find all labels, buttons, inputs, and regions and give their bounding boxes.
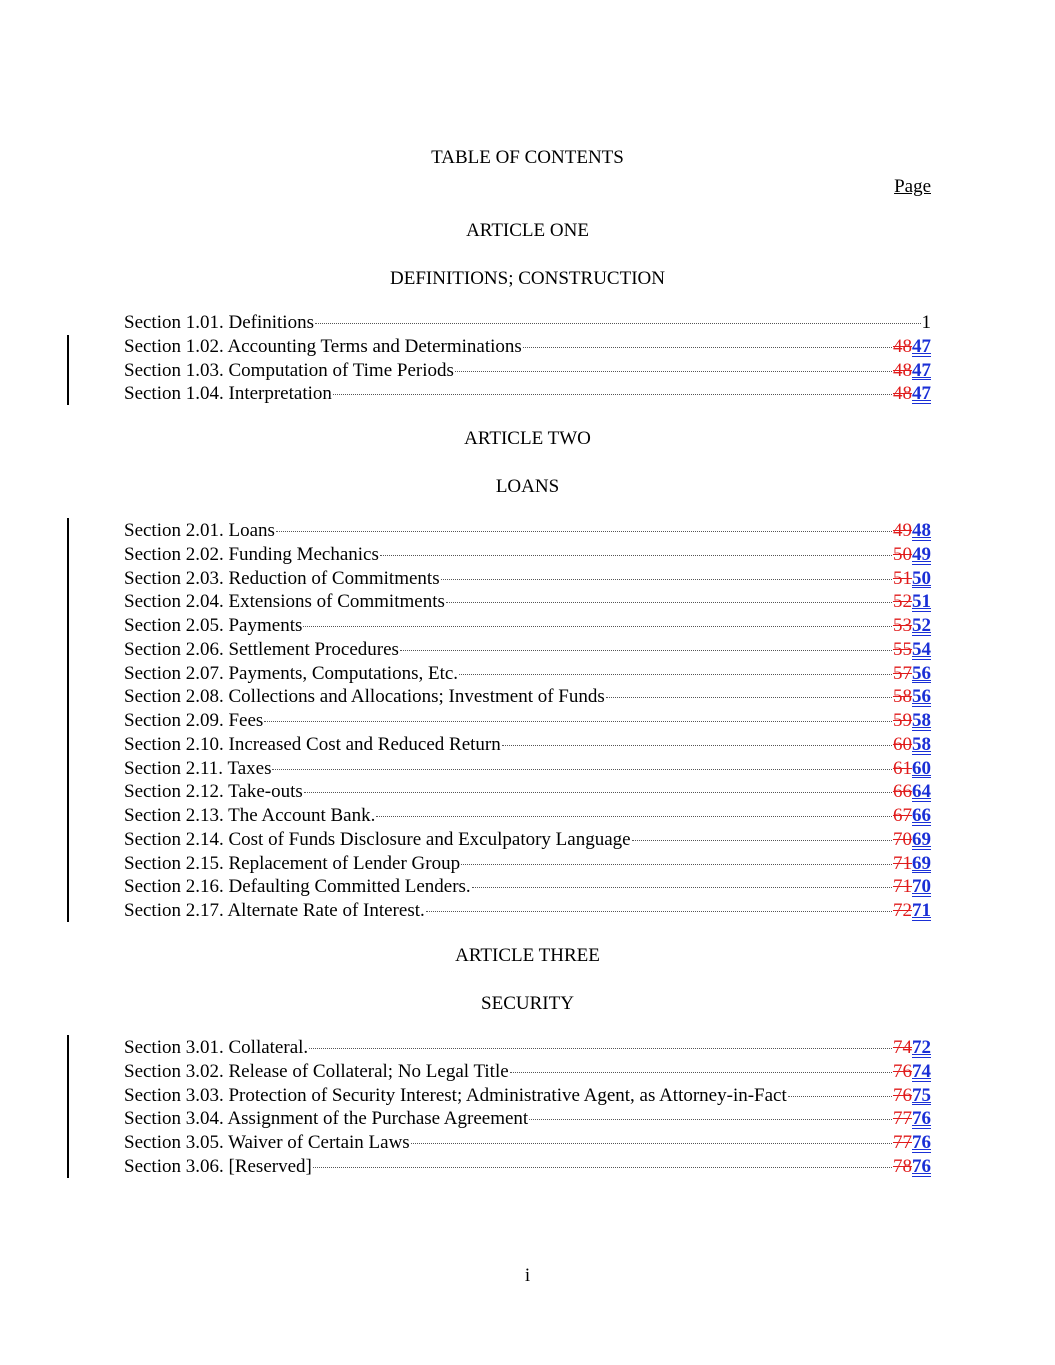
article-subheading: LOANS: [495, 476, 560, 497]
inserted-page-link[interactable]: 56: [912, 686, 931, 708]
deleted-page-number: 78: [893, 1155, 912, 1177]
dot-leader: [376, 815, 892, 817]
deleted-page-number: 49: [893, 520, 912, 541]
toc-entry-label: Section 2.17. Alternate Rate of Interest.: [124, 900, 425, 921]
inserted-page-link[interactable]: 72: [912, 1037, 931, 1058]
toc-entry-label: Section 2.15. Replacement of Lender Group: [124, 852, 461, 874]
dot-leader: [459, 673, 892, 675]
inserted-page-link[interactable]: 69: [912, 828, 931, 850]
inserted-page-link[interactable]: 50: [912, 567, 931, 589]
toc-entry-page: [893, 1131, 931, 1155]
dot-leader: [441, 578, 892, 580]
toc-entry-page: [922, 311, 932, 335]
deleted-page-number: 70: [893, 828, 912, 850]
dot-leader: [788, 1095, 892, 1097]
dot-leader: [472, 886, 892, 888]
change-bar: [67, 335, 69, 405]
toc-entry-page: [893, 1084, 931, 1108]
inserted-page-link[interactable]: 60: [912, 757, 931, 779]
toc-entry-label: Section 3.06. [Reserved]: [124, 1155, 312, 1177]
deleted-page-number: 48: [893, 335, 912, 357]
deleted-page-number: 77: [893, 1132, 912, 1153]
toc-entry-page: [893, 590, 931, 614]
toc-entry-label: Section 2.14. Cost of Funds Disclosure and Exculpatory Language: [124, 828, 631, 850]
inserted-page-link[interactable]: 76: [912, 1132, 931, 1153]
inserted-page-link[interactable]: 58: [912, 710, 931, 731]
dot-leader: [400, 649, 892, 651]
toc-entry-page: [893, 875, 931, 899]
dot-leader: [304, 791, 892, 793]
inserted-page-link[interactable]: 76: [912, 1108, 931, 1130]
toc-entry-label: Section 2.11. Taxes: [124, 757, 272, 779]
deleted-page-number: 61: [893, 757, 912, 779]
toc-entry[interactable]: [124, 828, 931, 852]
toc-entry[interactable]: [124, 382, 931, 406]
toc-entry-page: [893, 519, 931, 543]
article-heading: ARTICLE THREE: [455, 945, 600, 966]
inserted-page-link[interactable]: 66: [912, 805, 931, 826]
dot-leader: [426, 910, 892, 912]
toc-entry-page: [893, 1036, 931, 1060]
toc-entry-label: Section 3.04. Assignment of the Purchase Agreement: [124, 1108, 529, 1130]
deleted-page-number: 55: [893, 638, 912, 660]
toc-entry[interactable]: [124, 804, 931, 828]
inserted-page-link[interactable]: 56: [912, 662, 931, 684]
dot-leader: [606, 696, 892, 698]
toc-entry-label: Section 2.10. Increased Cost and Reduced Return: [124, 733, 501, 755]
toc-entry-page: [893, 662, 931, 686]
deleted-page-number: 48: [893, 359, 912, 381]
toc-entry[interactable]: [124, 543, 931, 567]
toc-entry[interactable]: [124, 614, 931, 638]
dot-leader: [333, 393, 892, 395]
dot-leader: [313, 1166, 892, 1168]
deleted-page-number: 71: [893, 852, 912, 874]
article-subheading: SECURITY: [481, 993, 574, 1014]
dot-leader: [502, 744, 892, 746]
toc-entry-page: [893, 335, 931, 359]
dot-leader: [272, 768, 892, 770]
toc-entry[interactable]: [124, 852, 931, 876]
toc-entry[interactable]: [124, 1084, 931, 1108]
inserted-page-link[interactable]: 47: [912, 383, 931, 405]
inserted-page-link[interactable]: 47: [912, 359, 931, 381]
toc-entry-label: Section 2.02. Funding Mechanics: [124, 543, 379, 565]
toc-entry-label: Section 2.06. Settlement Procedures: [124, 638, 399, 660]
deleted-page-number: 51: [893, 567, 912, 589]
toc-entry-page: [893, 899, 931, 923]
toc-entry-page: [893, 614, 931, 638]
inserted-page-link[interactable]: 76: [912, 1155, 931, 1177]
inserted-page-link[interactable]: 69: [912, 852, 931, 874]
inserted-page-link[interactable]: 52: [912, 615, 931, 636]
deleted-page-number: 53: [893, 615, 912, 636]
deleted-page-number: 76: [893, 1084, 912, 1106]
toc-entry-label: Section 2.07. Payments, Computations, Etc.: [124, 662, 459, 684]
deleted-page-number: 72: [893, 900, 912, 921]
dot-leader: [309, 1047, 892, 1049]
toc-entry-label: Section 3.01. Collateral.: [124, 1037, 309, 1058]
dot-leader: [315, 322, 921, 324]
dot-leader: [632, 839, 892, 841]
dot-leader: [303, 625, 892, 627]
toc-entry[interactable]: [124, 1060, 931, 1084]
toc-entry-page: [893, 828, 931, 852]
inserted-page-link[interactable]: 54: [912, 638, 931, 660]
article-heading: ARTICLE TWO: [464, 428, 591, 449]
deleted-page-number: 60: [893, 733, 912, 755]
deleted-page-number: 59: [893, 710, 912, 731]
toc-entry-label: Section 3.05. Waiver of Certain Laws: [124, 1132, 410, 1153]
toc-entry-page: [893, 1107, 931, 1131]
toc-entry[interactable]: [124, 519, 931, 543]
toc-entry-page: [893, 780, 931, 804]
toc-entry[interactable]: [124, 311, 931, 335]
toc-entry-label: Section 2.13. The Account Bank.: [124, 805, 376, 826]
page-number: i: [524, 1265, 531, 1286]
deleted-page-number: 67: [893, 805, 912, 826]
change-bar: [67, 1035, 69, 1178]
toc-entry-page: [893, 757, 931, 781]
toc-entry[interactable]: [124, 1131, 931, 1155]
toc-entry-page: [893, 638, 931, 662]
deleted-page-number: 57: [893, 662, 912, 684]
toc-entry[interactable]: [124, 662, 931, 686]
toc-entry-label: Section 3.03. Protection of Security Interest; Administrative Agent, as Attorney-in-Fact: [124, 1084, 787, 1106]
toc-entry-page: [893, 1155, 931, 1179]
toc-entry-label: Section 1.02. Accounting Terms and Determinations: [124, 335, 522, 357]
toc-entry[interactable]: [124, 733, 931, 757]
dot-leader: [411, 1142, 892, 1144]
toc-entry-label: Section 2.05. Payments: [124, 615, 303, 636]
toc-entry[interactable]: [124, 567, 931, 591]
toc-entry[interactable]: [124, 1036, 931, 1060]
page-title: TABLE OF CONTENTS: [431, 147, 624, 168]
inserted-page-link[interactable]: 70: [912, 876, 931, 898]
toc-entry-page: [893, 567, 931, 591]
toc-entry-label: Section 1.04. Interpretation: [124, 383, 332, 405]
deleted-page-number: 48: [893, 383, 912, 405]
deleted-page-number: 71: [893, 876, 912, 898]
dot-leader: [276, 530, 892, 532]
toc-entry[interactable]: [124, 709, 931, 733]
toc-entry-page: [893, 804, 931, 828]
toc-entry-page: [893, 1060, 931, 1084]
toc-entry-page: [893, 543, 931, 567]
toc-entry-label: Section 2.09. Fees: [124, 710, 264, 731]
page-column-header: Page: [894, 176, 931, 197]
toc-entry-label: Section 3.02. Release of Collateral; No Legal Title: [124, 1060, 509, 1082]
toc-entry[interactable]: [124, 780, 931, 804]
toc-entry-label: Section 2.04. Extensions of Commitments: [124, 591, 445, 613]
toc-entry-page: [893, 685, 931, 709]
dot-leader: [455, 370, 892, 372]
deleted-page-number: 58: [893, 686, 912, 708]
dot-leader: [446, 601, 892, 603]
inserted-page-link[interactable]: 48: [912, 520, 931, 541]
toc-entry-page: [893, 709, 931, 733]
inserted-page-link[interactable]: 51: [912, 591, 931, 613]
toc-entry-label: Section 2.16. Defaulting Committed Lenders.: [124, 876, 471, 898]
toc-entry-label: Section 1.03. Computation of Time Periods: [124, 359, 454, 381]
toc-entry-page: [893, 852, 931, 876]
toc-entry[interactable]: [124, 1155, 931, 1179]
toc-entry[interactable]: [124, 638, 931, 662]
toc-entry-page: [893, 733, 931, 757]
dot-leader: [510, 1071, 892, 1073]
toc-entry[interactable]: [124, 757, 931, 781]
article-subheading: DEFINITIONS; CONSTRUCTION: [390, 268, 665, 289]
inserted-page-link[interactable]: 71: [912, 900, 931, 921]
dot-leader: [264, 720, 892, 722]
inserted-page-link[interactable]: 74: [912, 1060, 931, 1082]
toc-entry[interactable]: [124, 335, 931, 359]
deleted-page-number: 50: [893, 543, 912, 565]
dot-leader: [380, 554, 892, 556]
toc-entry-label: Section 2.01. Loans: [124, 520, 275, 541]
deleted-page-number: 77: [893, 1108, 912, 1130]
change-bar: [67, 518, 69, 922]
toc-entry-label: Section 1.01. Definitions: [124, 312, 314, 333]
inserted-page-link[interactable]: 58: [912, 733, 931, 755]
deleted-page-number: 66: [893, 781, 912, 803]
toc-entry-page: [893, 359, 931, 383]
toc-entry[interactable]: [124, 359, 931, 383]
page-number: 1: [921, 312, 931, 333]
inserted-page-link[interactable]: 47: [912, 335, 931, 357]
dot-leader: [529, 1118, 892, 1120]
toc-entry-page: [893, 382, 931, 406]
dot-leader: [461, 863, 892, 865]
deleted-page-number: 74: [893, 1037, 912, 1058]
toc-entry-label: Section 2.08. Collections and Allocations; Investment of Funds: [124, 686, 605, 708]
toc-entry-label: Section 2.12. Take-outs: [124, 781, 303, 803]
deleted-page-number: 76: [893, 1060, 912, 1082]
toc-entry[interactable]: [124, 899, 931, 923]
toc-entry[interactable]: [124, 875, 931, 899]
inserted-page-link[interactable]: 75: [912, 1084, 931, 1106]
toc-entry[interactable]: [124, 685, 931, 709]
toc-entry[interactable]: [124, 590, 931, 614]
inserted-page-link[interactable]: 64: [912, 781, 931, 803]
article-heading: ARTICLE ONE: [466, 220, 589, 241]
inserted-page-link[interactable]: 49: [912, 543, 931, 565]
deleted-page-number: 52: [893, 591, 912, 613]
toc-entry[interactable]: [124, 1107, 931, 1131]
toc-entry-label: Section 2.03. Reduction of Commitments: [124, 567, 440, 589]
dot-leader: [523, 346, 892, 348]
